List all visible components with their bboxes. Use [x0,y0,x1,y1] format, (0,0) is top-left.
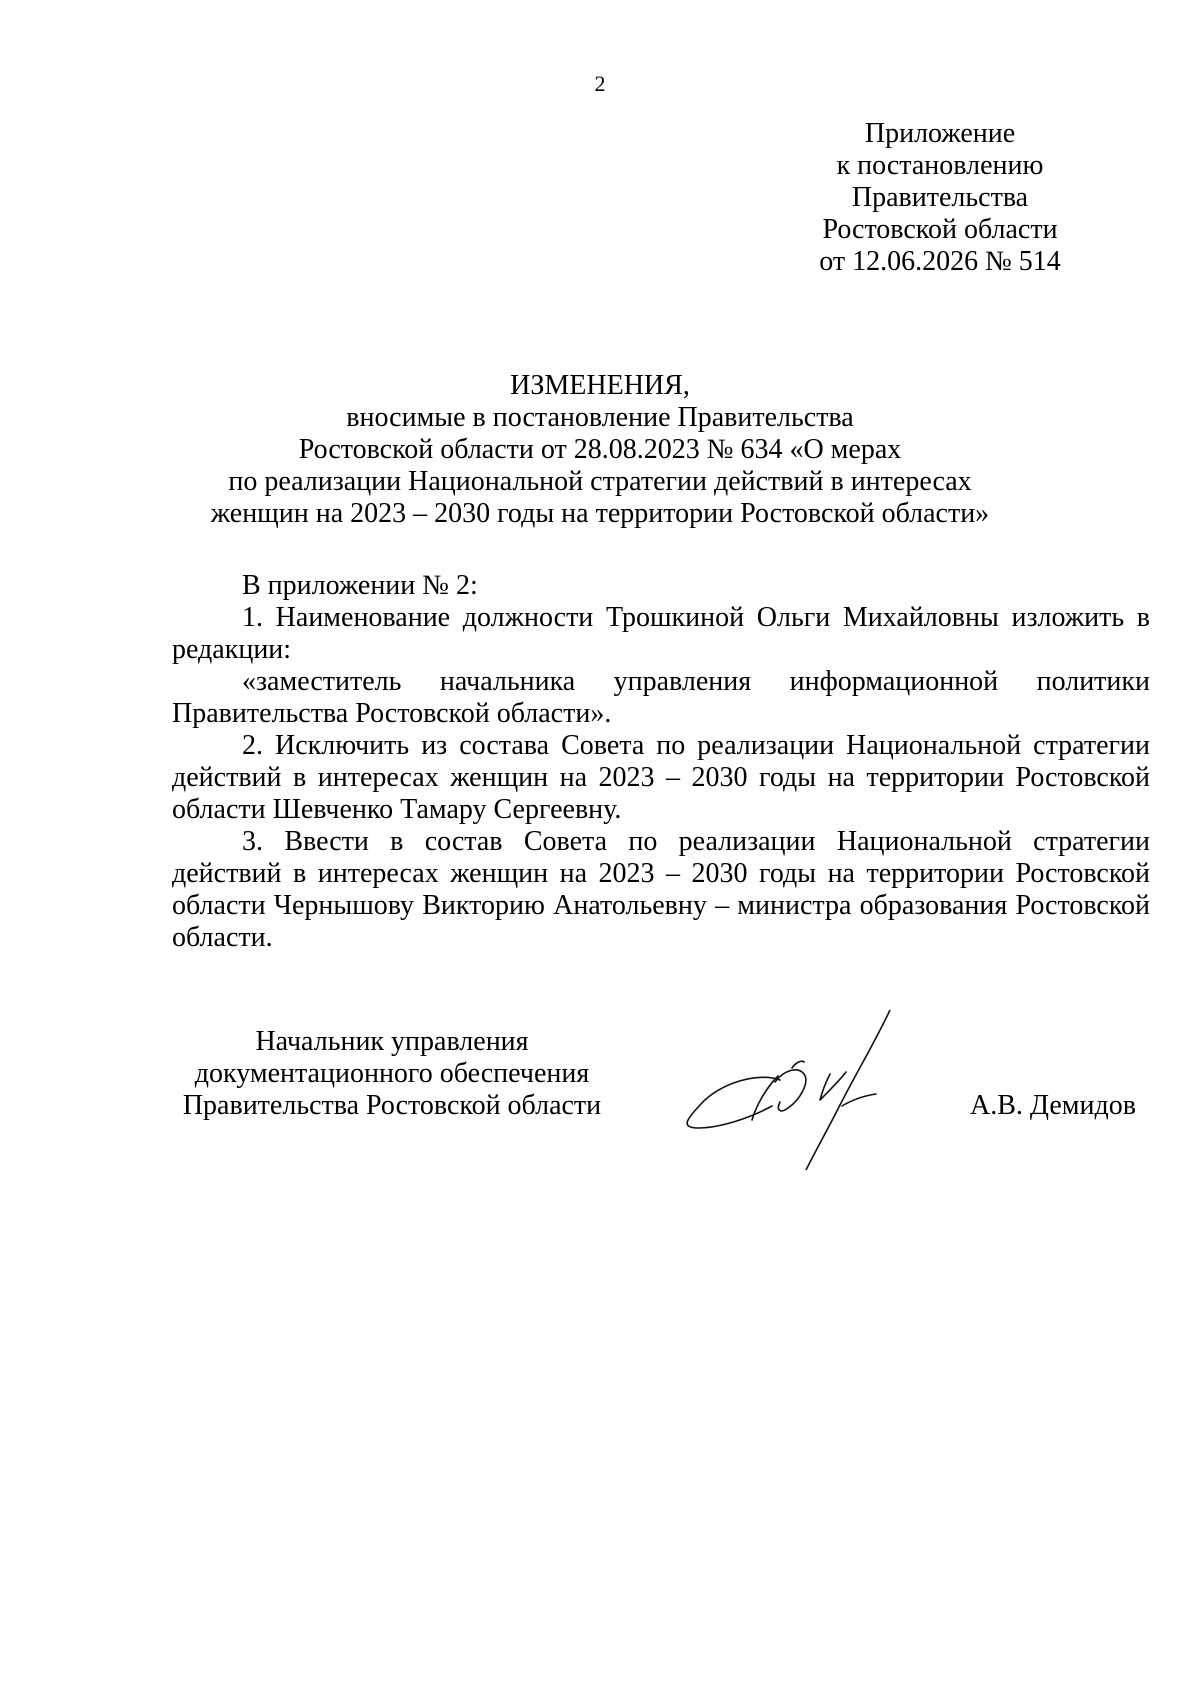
signer-name: А.В. Демидов [970,1090,1136,1121]
appendix-line: от 12.06.2026 № 514 [819,246,1061,277]
paragraph-3: 3. Ввести в состав Совета по реализации Национальной стратегии действий в интересах женщин на 2023 – 2030 годы на территории Ростовской области Чернышову Викторию Анатольевну – министра образования Ростовской области. [172,826,1150,953]
title-line: женщин на 2023 – 2030 годы на территории Ростовской области» [210,498,990,529]
page-number: 2 [594,71,606,96]
paragraph-1-quote: «заместитель начальника управления информационной политики Правительства Ростовской области». [172,666,1150,729]
signatory-position [172,1026,612,1122]
title-line: по реализации Национальной стратегии действий в интересах [228,466,972,497]
paragraph-2: 2. Исключить из состава Совета по реализации Национальной стратегии действий в интересах женщин на 2023 – 2030 годы на территории Ростовской области Шевченко Тамару Сергеевну. [172,730,1150,825]
appendix-line: Правительства [851,182,1029,213]
position-line: документационного обеспечения [194,1058,590,1089]
paragraph-1: 1. Наименование должности Трошкиной Ольги Михайловны изложить в редакции: [172,602,1150,665]
position-line: Начальник управления [255,1026,529,1057]
position-line: Правительства Ростовской области [182,1090,602,1121]
title-line: ИЗМЕНЕНИЯ, [510,370,690,401]
title-line: вносимые в постановление Правительства [346,402,854,433]
document-body [172,570,1150,954]
intro-paragraph: В приложении № 2: [242,570,478,601]
appendix-line: Ростовской области [822,214,1058,245]
document-title [100,370,1100,530]
handwritten-signature [680,1010,950,1170]
appendix-line: Приложение [864,118,1016,149]
title-line: Ростовской области от 28.08.2023 № 634 «О мерах [298,434,902,465]
appendix-header [780,118,1100,278]
appendix-line: к постановлению [836,150,1044,181]
